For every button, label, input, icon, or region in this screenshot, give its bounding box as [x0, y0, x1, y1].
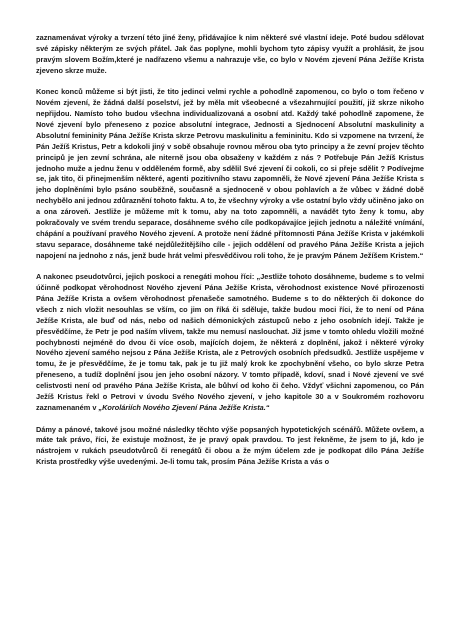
paragraph-3 — [36, 272, 424, 413]
paragraph-4 — [36, 425, 424, 469]
paragraph-3-quote-title: „Koroláriích Nového Zjevení Pána Ježíše Krista.“ — [98, 402, 270, 412]
paragraph-3-text: A nakonec pseudotvůrci, jejich poskoci a renegáti mohou říci: „Jestliže tohoto dosáhneme, budeme s to velmi účinně podkopat věrohodnost Nového zjevení Pána Ježíše Krista, věrohodnost existence Nové přirozenosti Pána Ježíše Krista a ovšem věrohodnost přenašeče samotného. Budeme s to do některých či dokonce do všech z nich vložit nesouhlas se vším, co jim on říká či sděluje, takže budou moci říci, že to není od Pána Ježíše Krista, ale buď od nás, nebo od našich démonických zástupců nebo z jeho osobních idejí. Takže je přesvědčíme, že Petr je pod naším vlivem, takže mu nemusí naslouchat. Již jsme v tomto ohledu vložili možné pochybnosti nejméně do dvou či více osob, majících dojem, že některá z doplnění, jakož i některé výroky Nového zjevení samého nejsou z Pána Ježíše Krista, ale z Petrových osobních předsudků. Jestliže uspějeme v tomu, že je přesvědčíme, že je tomu tak, pak je tu již malý krok ke zpochybnění všeho, co bylo skrze Petra přeneseno, a tudíž doplnění jsou jen jeho osobní názory. V tomto případě, kdoví, snad i Nové zjevení ve své celistvosti není od pravého Pána Ježíše Krista, ale bůhví od koho či čeho. Vždyť všichni zapomenou, co Pán Ježíš Kristus řekl o Petrovi v úvodu Svého Nového zjevení, v jeho kapitole 30 a v Soukromém rozhovoru zaznamenaném v — [36, 272, 424, 412]
paragraph-2-text: Konec konců můžeme si být jisti, že tito jedinci velmi rychle a pohodlně zapomenou, co bylo o tom řečeno v Novém zjevení, že žádná další poselství, jež by měla mít všeobecné a všezahrnující použití, již skrze nikoho nepřijdou. Namísto toho budou všechna individualizovaná a osobní atd. Každý také pohodlně zapomene, že Nové zjevení bylo přeneseno z pozice absolutní integrace, Jednosti a Sjednocení Absolutní maskulinity a Absolutní femininity Pána Ježíše Krista skrze Petrovu maskulinitu a femininitu. Kdo si vzpomene na tvrzení, že Pán Ježíš Kristus, Petr a kdokoli jiný v sobě obsahuje rovnou měrou oba tyto principy a že zevní projev těchto principů je jen zevní schrána, ale niterně jsou oba obsaženy v každém z nás ? Potřebuje Pán Ježíš Kristus jednoho muže a jednu ženu v odděleném formě, aby sdělil Své zjevení či cokoli, co si přeje sdělit ? Podívejme se, jak tito, či přinejmenším některé, agenti pozitivního stavu zapomněli, že Nové zjevení Pána Ježíše Krista s jeho doplněními bylo psáno souběžně, současně a sjednoceně v obou pohlavích a že vůbec v žádné době nechybělo ani jednou zdůraznění tohoto faktu. A to, že všechny výroky a vše ostatní bylo vždy učiněno jako on a ona zároveň. Jestliže je můžeme mít k tomu, aby na toto zapomněli, a navádět tyto ženy k tomu, aby pokračovaly ve svém trendu separace, dosáhneme svého cíle podkopávajíce jejich jednotu a náležité vnímání, chápání a používaní pravého Nového zjevení. A protože není žádné přítomnosti Pána Ježíše Krista v jakémkoli stavu separace, dosáhneme také nejdůležitějšího cíle - jejich oddělení od pravého Pána Ježíše Krista a jejich napojení na jednoho z nás, jenž bude hrát velmi přesvědčivou roli toho, že je pravým Pánem Ježíšem Kristem.“ — [36, 87, 424, 260]
paragraph-2 — [36, 87, 424, 261]
paragraph-1 — [36, 33, 424, 77]
paragraph-4-text: Dámy a pánové, takové jsou možné následky těchto výše popsaných hypotetických scénářů. Můžete ovšem, a máte tak právo, říci, že existuje možnost, že je pravý opak pravdou. To jest řekněme, že jsem to já, kdo je nástrojem v rukách pseudotvůrců či renegátů či obou a že mým účelem zde je podkopat dílo Pána Ježíše Krista prostředky výše uvedenými. Je-li tomu tak, prosím Pána Ježíše Krista a vás o — [36, 424, 424, 467]
paragraph-1-text: zaznamenávat výroky a tvrzení této jiné ženy, přidávajíce k nim některé své vlastní ideje. Poté budou sdělovat své zápisky některým ze svých přátel. Jak čas poplyne, mohli bychom tyto zápisy využít a prohlásit, že jsou pravým slovem Božím,které je nadřazeno všemu a nahrazuje vše, co bylo v Novém zjevení Pána Ježíše Krista zjeveno skrze muže. — [36, 33, 424, 75]
document-page — [36, 33, 424, 629]
